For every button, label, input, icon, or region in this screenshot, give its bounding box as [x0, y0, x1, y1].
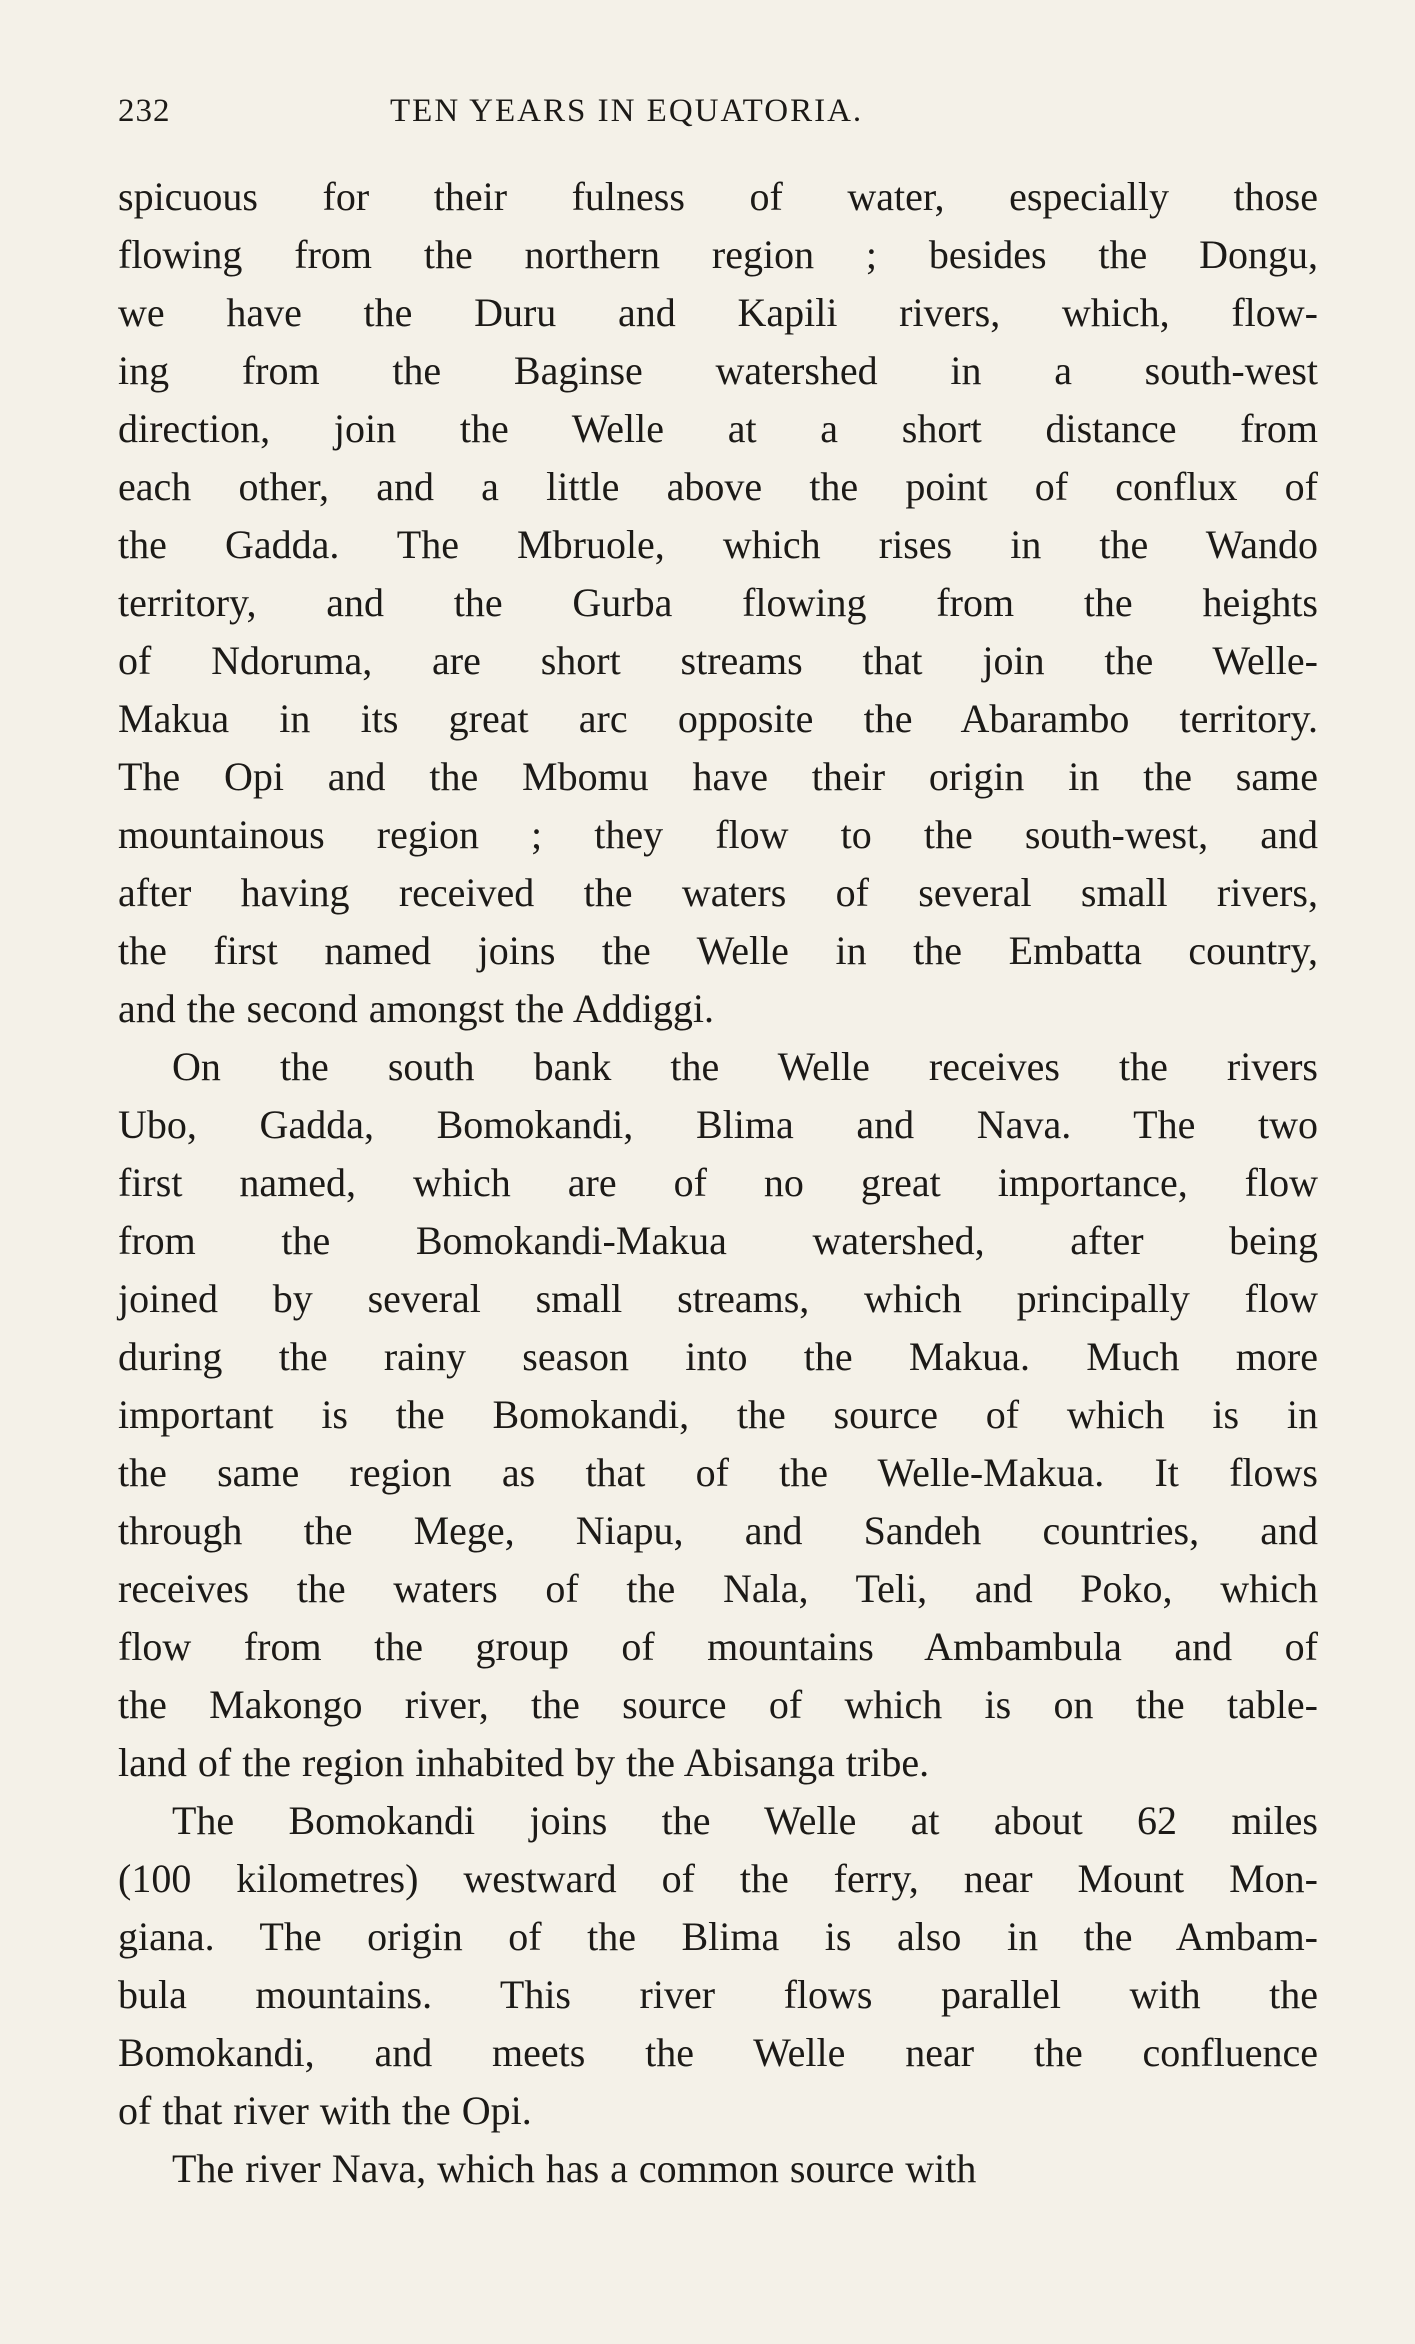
- text-line: The Bomokandi joins the Welle at about 62 miles: [172, 1798, 1318, 1843]
- text-line: giana. The origin of the Blima is also in the Ambam-: [118, 1914, 1318, 1959]
- text-line: during the rainy season into the Makua. Much more: [118, 1334, 1318, 1379]
- text-line: flow from the group of mountains Ambambula and of: [118, 1624, 1318, 1669]
- text-line: the Makongo river, the source of which is on the table-: [118, 1682, 1318, 1727]
- text-line: (100 kilometres) westward of the ferry, near Mount Mon-: [118, 1856, 1318, 1901]
- text-line: mountainous region ; they flow to the south-west, and: [118, 812, 1318, 857]
- text-line: direction, join the Welle at a short distance from: [118, 406, 1318, 451]
- text-line: and the second amongst the Addiggi.: [118, 986, 715, 1031]
- text-line: land of the region inhabited by the Abisanga tribe.: [118, 1740, 930, 1785]
- page-header: [118, 88, 1318, 134]
- running-head: TEN YEARS IN EQUATORIA.: [390, 93, 864, 129]
- text-line: from the Bomokandi-Makua watershed, after being: [118, 1218, 1318, 1263]
- text-line: On the south bank the Welle receives the rivers: [172, 1044, 1318, 1089]
- body-text: [118, 168, 1318, 2198]
- text-line: The Opi and the Mbomu have their origin in the same: [118, 754, 1318, 799]
- text-line: each other, and a little above the point of conflux of: [118, 464, 1318, 509]
- text-line: of that river with the Opi.: [118, 2088, 532, 2133]
- text-line: after having received the waters of several small rivers,: [118, 870, 1318, 915]
- text-line: ing from the Baginse watershed in a south-west: [118, 348, 1318, 393]
- text-line: of Ndoruma, are short streams that join the Welle-: [118, 638, 1318, 683]
- text-line: important is the Bomokandi, the source of which is in: [118, 1392, 1318, 1437]
- text-line: The river Nava, which has a common source with: [172, 2146, 977, 2191]
- text-line: bula mountains. This river flows parallel with the: [118, 1972, 1318, 2017]
- text-line: Bomokandi, and meets the Welle near the confluence: [118, 2030, 1318, 2075]
- text-line: territory, and the Gurba flowing from the heights: [118, 580, 1318, 625]
- text-line: the same region as that of the Welle-Makua. It flows: [118, 1450, 1318, 1495]
- text-line: the first named joins the Welle in the Embatta country,: [118, 928, 1318, 973]
- text-line: receives the waters of the Nala, Teli, and Poko, which: [118, 1566, 1318, 1611]
- text-line: spicuous for their fulness of water, especially those: [118, 174, 1318, 219]
- text-line: joined by several small streams, which principally flow: [118, 1276, 1318, 1321]
- text-line: first named, which are of no great importance, flow: [118, 1160, 1318, 1205]
- text-line: the Gadda. The Mbruole, which rises in the Wando: [118, 522, 1318, 567]
- text-line: through the Mege, Niapu, and Sandeh countries, and: [118, 1508, 1318, 1553]
- page-number: 232: [118, 93, 171, 129]
- text-line: Ubo, Gadda, Bomokandi, Blima and Nava. The two: [118, 1102, 1318, 1147]
- text-line: Makua in its great arc opposite the Abarambo territory.: [118, 696, 1318, 741]
- text-line: flowing from the northern region ; besides the Dongu,: [118, 232, 1318, 277]
- text-line: we have the Duru and Kapili rivers, which, flow-: [118, 290, 1318, 335]
